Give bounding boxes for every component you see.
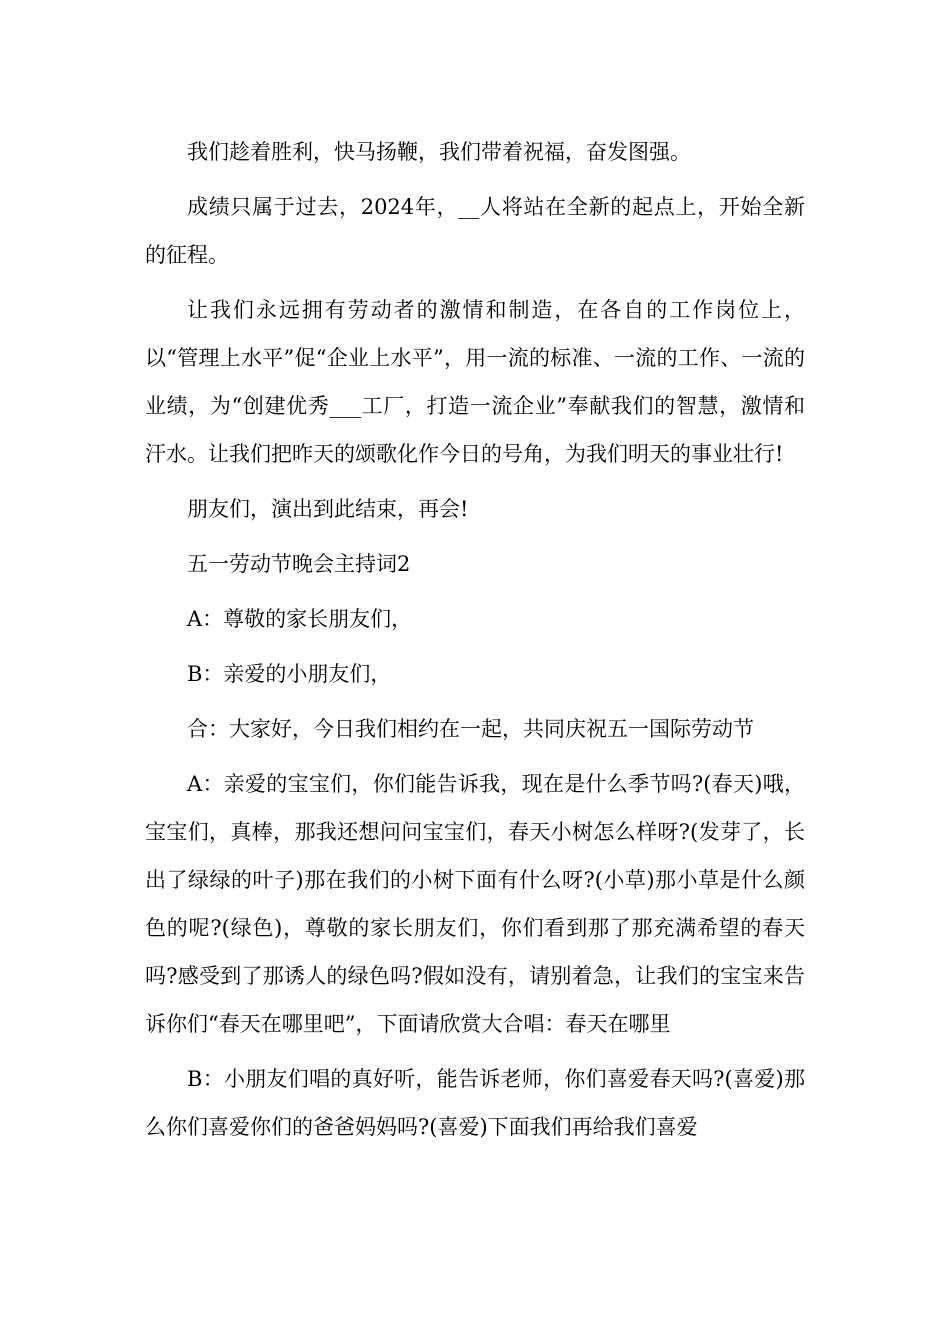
- paragraph-host-b-spring: B：小朋友们唱的真好听，能告诉老师，你们喜爱春天吗?(喜爱)那么你们喜爱你们的爸爸妈妈吗?(喜爱)下面我们再给我们喜爱: [145, 1067, 805, 1139]
- paragraph-new-start: 成绩只属于过去，2024年，__人将站在全新的起点上，开始全新的征程。: [145, 195, 805, 267]
- section-title: 五一劳动节晚会主持词2: [187, 552, 411, 576]
- paragraph-joint-greeting: 合：大家好，今日我们相约在一起，共同庆祝五一国际劳动节: [187, 717, 754, 741]
- document-body: [145, 128, 805, 1158]
- paragraph-host-a-greeting: A：尊敬的家长朋友们，: [187, 607, 413, 631]
- paragraph-farewell: 朋友们，演出到此结束，再会!: [187, 497, 469, 521]
- paragraph-host-a-spring: A：亲爱的宝宝们，你们能告诉我，现在是什么季节吗?(春天)哦，宝宝们，真棒，那我还想问问宝宝们，春天小树怎么样呀?(发芽了，长出了绿绿的叶子)那在我们的小树下面有什么呀?(小草)那小草是什么颜色的呢?(绿色)，尊敬的家长朋友们，你们看到那了那充满希望的春天吗?感受到了那诱人的绿色吗?假如没有，请别着急，让我们的宝宝来告诉你们“春天在哪里吧”，下面请欣赏大合唱：春天在哪里: [145, 772, 805, 1036]
- paragraph-host-b-greeting: B：亲爱的小朋友们，: [187, 662, 392, 686]
- paragraph-dedication: 让我们永远拥有劳动者的激情和制造，在各自的工作岗位上，以“管理上水平”促“企业上水平”，用一流的标准、一流的工作、一流的业绩，为“创建优秀___工厂，打造一流企业”奉献我们的智慧，激情和汗水。让我们把昨天的颂歌化作今日的号角，为我们明天的事业壮行!: [145, 298, 805, 466]
- paragraph-victory: 我们趁着胜利，快马扬鞭，我们带着祝福，奋发图强。: [187, 140, 691, 164]
